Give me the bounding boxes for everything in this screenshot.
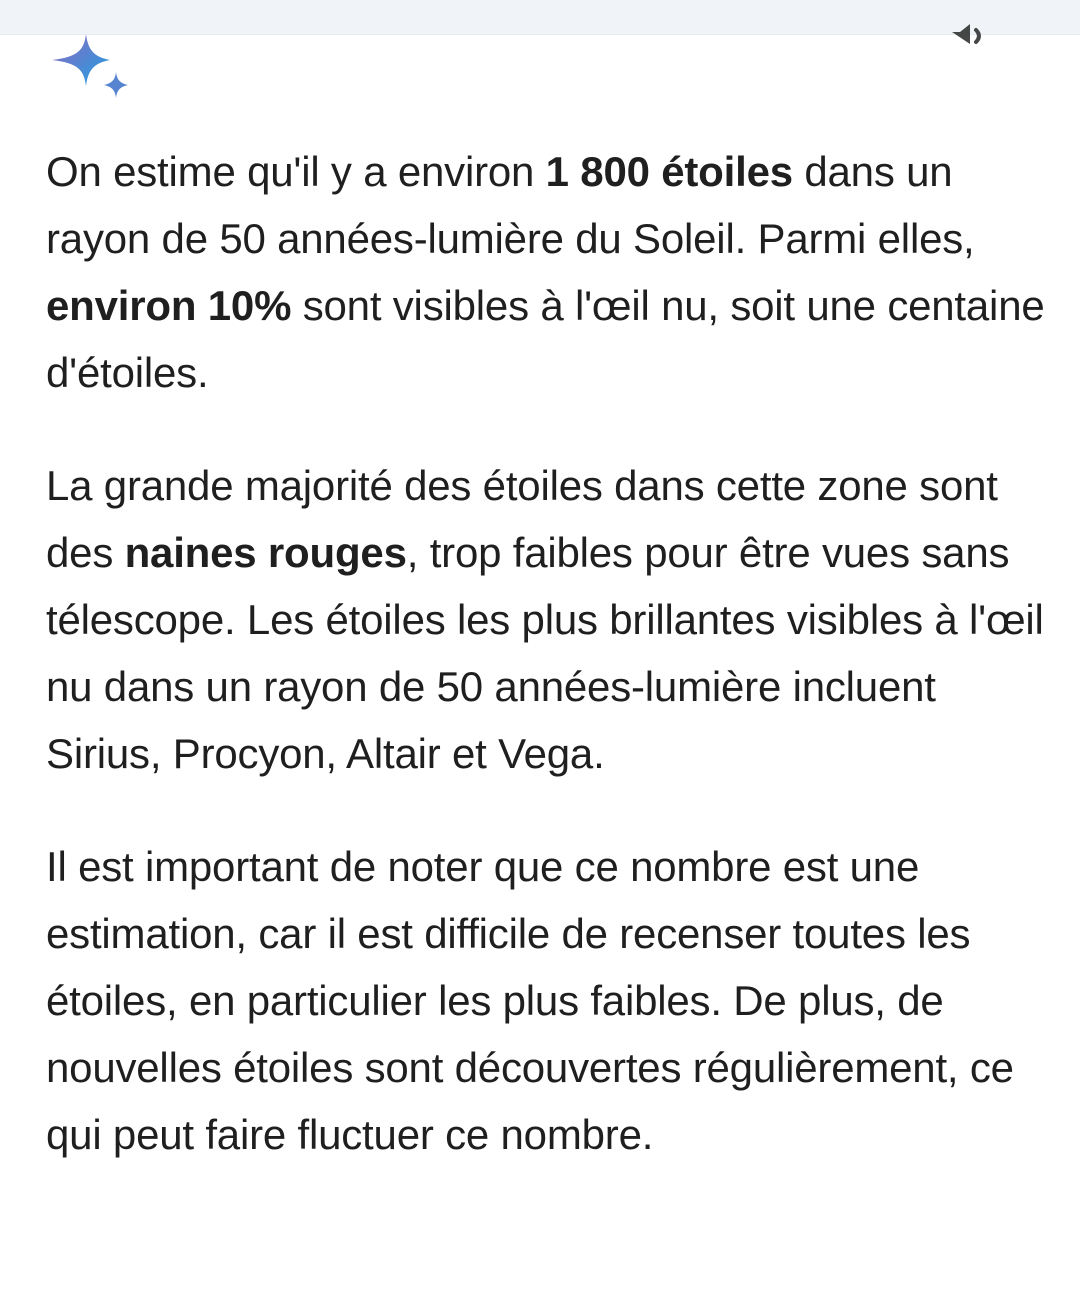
paragraph-2-text-a: La grande majorité des étoiles dans cette zone sont des (46, 462, 998, 576)
gemini-sparkle-icon (48, 34, 132, 104)
speaker-icon[interactable] (944, 22, 996, 52)
paragraph-1 (46, 138, 1046, 406)
paragraph-3 (46, 833, 1046, 1168)
paragraph-2-text-b: , trop faibles pour être vues sans télescope. Les étoiles les plus brillantes visibles à l'œil nu dans un rayon de 50 années-lumière incluent Sirius, Procyon, Altair et Vega. (46, 529, 1044, 777)
paragraph-1-bold-b: environ 10% (46, 282, 292, 329)
paragraph-1-text-b: dans un rayon de 50 années-lumière du Soleil. Parmi elles, (46, 148, 975, 262)
response-text (46, 138, 1046, 1214)
paragraph-1-text-c: sont visibles à l'œil nu, soit une centaine d'étoiles. (46, 282, 1045, 396)
paragraph-2-bold: naines rouges (124, 529, 407, 576)
paragraph-1-bold-a: 1 800 étoiles (545, 148, 793, 195)
paragraph-2 (46, 452, 1046, 787)
paragraph-3-text: Il est important de noter que ce nombre est une estimation, car il est difficile de recenser toutes les étoiles, en particulier les plus faibles. De plus, de nouvelles étoiles sont découvertes régulièrement, ce qui peut faire fluctuer ce nombre. (46, 843, 1014, 1158)
top-app-bar (0, 0, 1080, 35)
paragraph-1-text-a: On estime qu'il y a environ (46, 148, 546, 195)
